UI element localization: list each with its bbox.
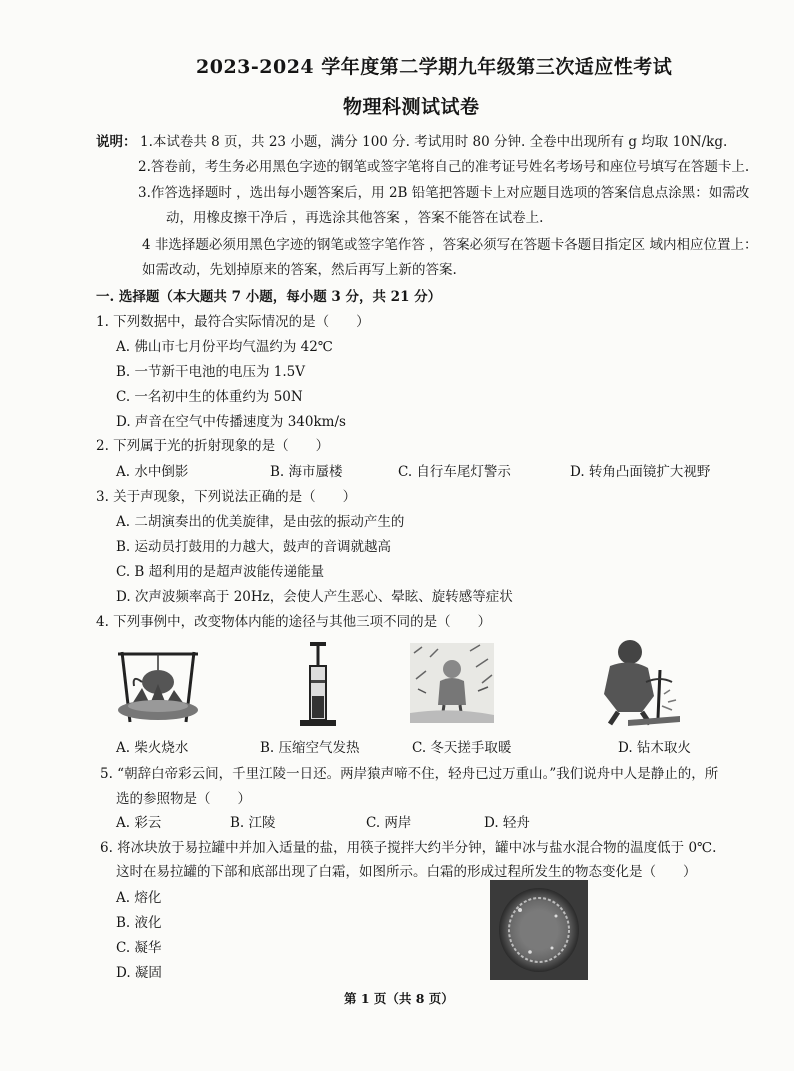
- q1-option-b: B. 一节新干电池的电压为 1.5V: [116, 364, 306, 380]
- q2-option-b: B. 海市蜃楼: [270, 464, 343, 480]
- instruction-4a: 4 非选择题必须用黑色字迹的钢笔或签字笔作答 ，答案必须写在答题卡各题目指定区 域内相应位置上：: [142, 237, 758, 253]
- instruction-3b: 动，用橡皮擦干净后 ，再选涂其他答案 ，答案不能答在试卷上.: [166, 210, 544, 226]
- q3-option-b: B. 运动员打鼓用的力越大，鼓声的音调就越高: [116, 539, 392, 555]
- q1-option-d: D. 声音在空气中传播速度为 340km/s: [116, 414, 346, 430]
- q5-option-d: D. 轻舟: [484, 815, 530, 831]
- q3-option-a: A. 二胡演奏出的优美旋律，是由弦的振动产生的: [116, 514, 405, 530]
- rubbing-hands-winter-figure: [410, 643, 494, 723]
- q2-option-c: C. 自行车尾灯警示: [398, 464, 511, 480]
- q5-stem-line2: 选的参照物是（ ）: [116, 791, 251, 807]
- frosted-can-photo: [490, 880, 588, 980]
- q6-option-c: C. 凝华: [116, 940, 162, 956]
- q4-option-d: D. 钻木取火: [618, 740, 691, 756]
- instruction-2: 2.答卷前，考生务必用黑色字迹的钢笔或签字笔将自己的准考证号姓名考场号和座位号填写在答题卡上.: [138, 159, 750, 175]
- q3-option-d: D. 次声波频率高于 20Hz，会使人产生恶心、晕眩、旋转感等症状: [116, 589, 513, 605]
- q2-stem: 2. 下列属于光的折射现象的是（ ）: [96, 438, 330, 454]
- q6-stem-line2: 这时在易拉罐的下部和底部出现了白霜，如图所示。白霜的形成过程所发生的物态变化是（ ）: [116, 864, 697, 880]
- exam-subtitle: 物理科测试试卷: [343, 96, 480, 118]
- instruction-3a: 3.作答选择题时 ，选出每小题答案后，用 2B 铅笔把答题卡上对应题目选项的答案信息点涂黑：如需改: [138, 185, 750, 201]
- page-footer: 第 1 页（共 8 页）: [344, 991, 454, 1006]
- drilling-wood-fire-figure: [588, 632, 684, 728]
- q5-option-c: C. 两岸: [366, 815, 412, 831]
- q4-stem: 4. 下列事例中，改变物体内能的途径与其他三项不同的是（ ）: [96, 614, 492, 630]
- q5-option-a: A. 彩云: [116, 815, 162, 831]
- q6-option-d: D. 凝固: [116, 965, 162, 981]
- instructions-label: 说明：: [96, 134, 137, 150]
- instruction-1: 1.本试卷共 8 页，共 23 小题，满分 100 分. 考试用时 80 分钟. 全卷中出现所有 g 均取 10N/kg.: [140, 134, 728, 150]
- q1-option-a: A. 佛山市七月份平均气温约为 42℃: [116, 339, 333, 355]
- q3-option-c: C. B 超利用的是超声波能传递能量: [116, 564, 325, 580]
- q4-option-b: B. 压缩空气发热: [260, 740, 360, 756]
- air-compression-cylinder-figure: [296, 640, 340, 728]
- q6-option-b: B. 液化: [116, 915, 162, 931]
- q6-option-a: A. 熔化: [116, 890, 162, 906]
- q4-option-c: C. 冬天搓手取暖: [412, 740, 512, 756]
- q2-option-d: D. 转角凸面镜扩大视野: [570, 464, 711, 480]
- q4-option-a: A. 柴火烧水: [116, 740, 189, 756]
- section-heading: 一. 选择题（本大题共 7 小题，每小题 3 分，共 21 分）: [96, 289, 442, 305]
- q5-stem-line1: 5. “朝辞白帝彩云间，千里江陵一日还。两岸猿声啼不住，轻舟已过万重山。”我们说舟中人是静止的，所: [100, 766, 719, 782]
- instruction-4b: 如需改动，先划掉原来的答案，然后再写上新的答案.: [142, 262, 457, 278]
- q2-option-a: A. 水中倒影: [116, 464, 189, 480]
- exam-title: 2023-2024 学年度第二学期九年级第三次适应性考试: [196, 56, 673, 78]
- q3-stem: 3. 关于声现象，下列说法正确的是（ ）: [96, 489, 357, 505]
- q6-stem-line1: 6. 将冰块放于易拉罐中并加入适量的盐，用筷子搅拌大约半分钟，罐中冰与盐水混合物的温度低于 0℃.: [100, 840, 717, 856]
- campfire-kettle-figure: [112, 644, 204, 726]
- q5-option-b: B. 江陵: [230, 815, 276, 831]
- q1-stem: 1. 下列数据中，最符合实际情况的是（ ）: [96, 314, 370, 330]
- q1-option-c: C. 一名初中生的体重约为 50N: [116, 389, 303, 405]
